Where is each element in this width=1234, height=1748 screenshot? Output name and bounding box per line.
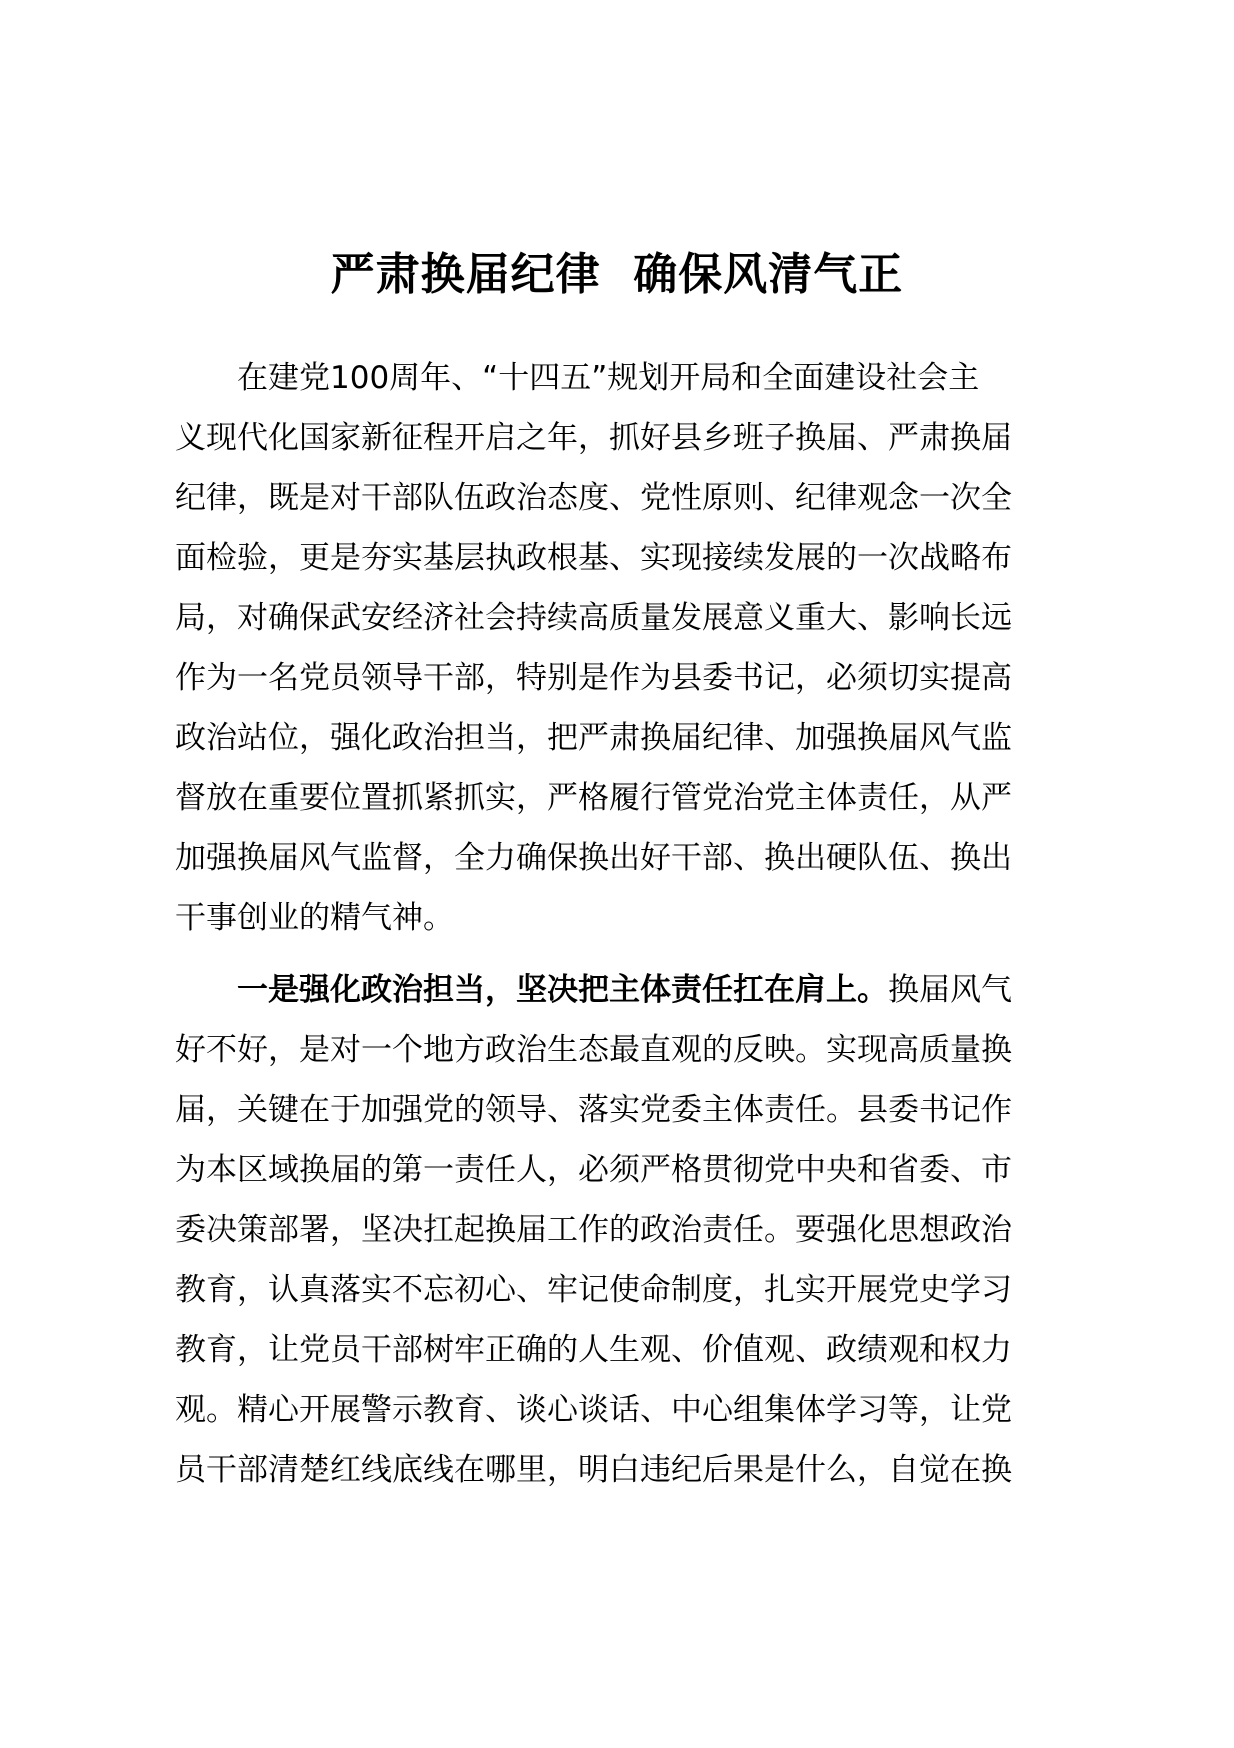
paragraph-1: [175, 348, 1085, 948]
paragraph-line: 局，对确保武安经济社会持续高质量发展意义重大、影响长远: [175, 600, 1012, 636]
document-body: [175, 348, 1085, 1500]
paragraph-line-rest: 换届风气: [888, 972, 1012, 1008]
document-title: 严肃换届纪律 确保风清气正: [330, 249, 904, 300]
paragraph-line: 教育，认真落实不忘初心、牢记使命制度，扎实开展党史学习: [175, 1272, 1012, 1308]
paragraph-line: 加强换届风气监督，全力确保换出好干部、换出硬队伍、换出: [175, 840, 1012, 876]
paragraph-line: 作为一名党员领导干部，特别是作为县委书记，必须切实提高: [175, 660, 1012, 696]
paragraph-line: 观。精心开展警示教育、谈心谈话、中心组集体学习等，让党: [175, 1392, 1012, 1428]
paragraph-first-line: [175, 960, 1085, 1020]
paragraph-line: 面检验，更是夯实基层执政根基、实现接续发展的一次战略布: [175, 540, 1012, 576]
paragraph-line: 干事创业的精气神。: [175, 900, 454, 936]
paragraph-2: [175, 960, 1085, 1500]
paragraph-line: 政治站位，强化政治担当，把严肃换届纪律、加强换届风气监: [175, 720, 1012, 756]
paragraph-line: 在建党100周年、“十四五”规划开局和全面建设社会主: [175, 360, 980, 396]
paragraph-line: 委决策部署，坚决扛起换届工作的政治责任。要强化思想政治: [175, 1212, 1012, 1248]
paragraph-spacer: [175, 948, 1085, 960]
paragraph-line: 好不好，是对一个地方政治生态最直观的反映。实现高质量换: [175, 1032, 1012, 1068]
paragraph-lead-heading: 一是强化政治担当，坚决把主体责任扛在肩上。: [175, 972, 888, 1008]
paragraph-line: 教育，让党员干部树牢正确的人生观、价值观、政绩观和权力: [175, 1332, 1012, 1368]
paragraph-line: 届，关键在于加强党的领导、落实党委主体责任。县委书记作: [175, 1092, 1012, 1128]
paragraph-line: 督放在重要位置抓紧抓实，严格履行管党治党主体责任，从严: [175, 780, 1012, 816]
paragraph-line: 纪律，既是对干部队伍政治态度、党性原则、纪律观念一次全: [175, 480, 1012, 516]
paragraph-line: 员干部清楚红线底线在哪里，明白违纪后果是什么，自觉在换: [175, 1452, 1012, 1488]
paragraph-line: 义现代化国家新征程开启之年，抓好县乡班子换届、严肃换届: [175, 420, 1012, 456]
paragraph-line: 为本区域换届的第一责任人，必须严格贯彻党中央和省委、市: [175, 1152, 1012, 1188]
